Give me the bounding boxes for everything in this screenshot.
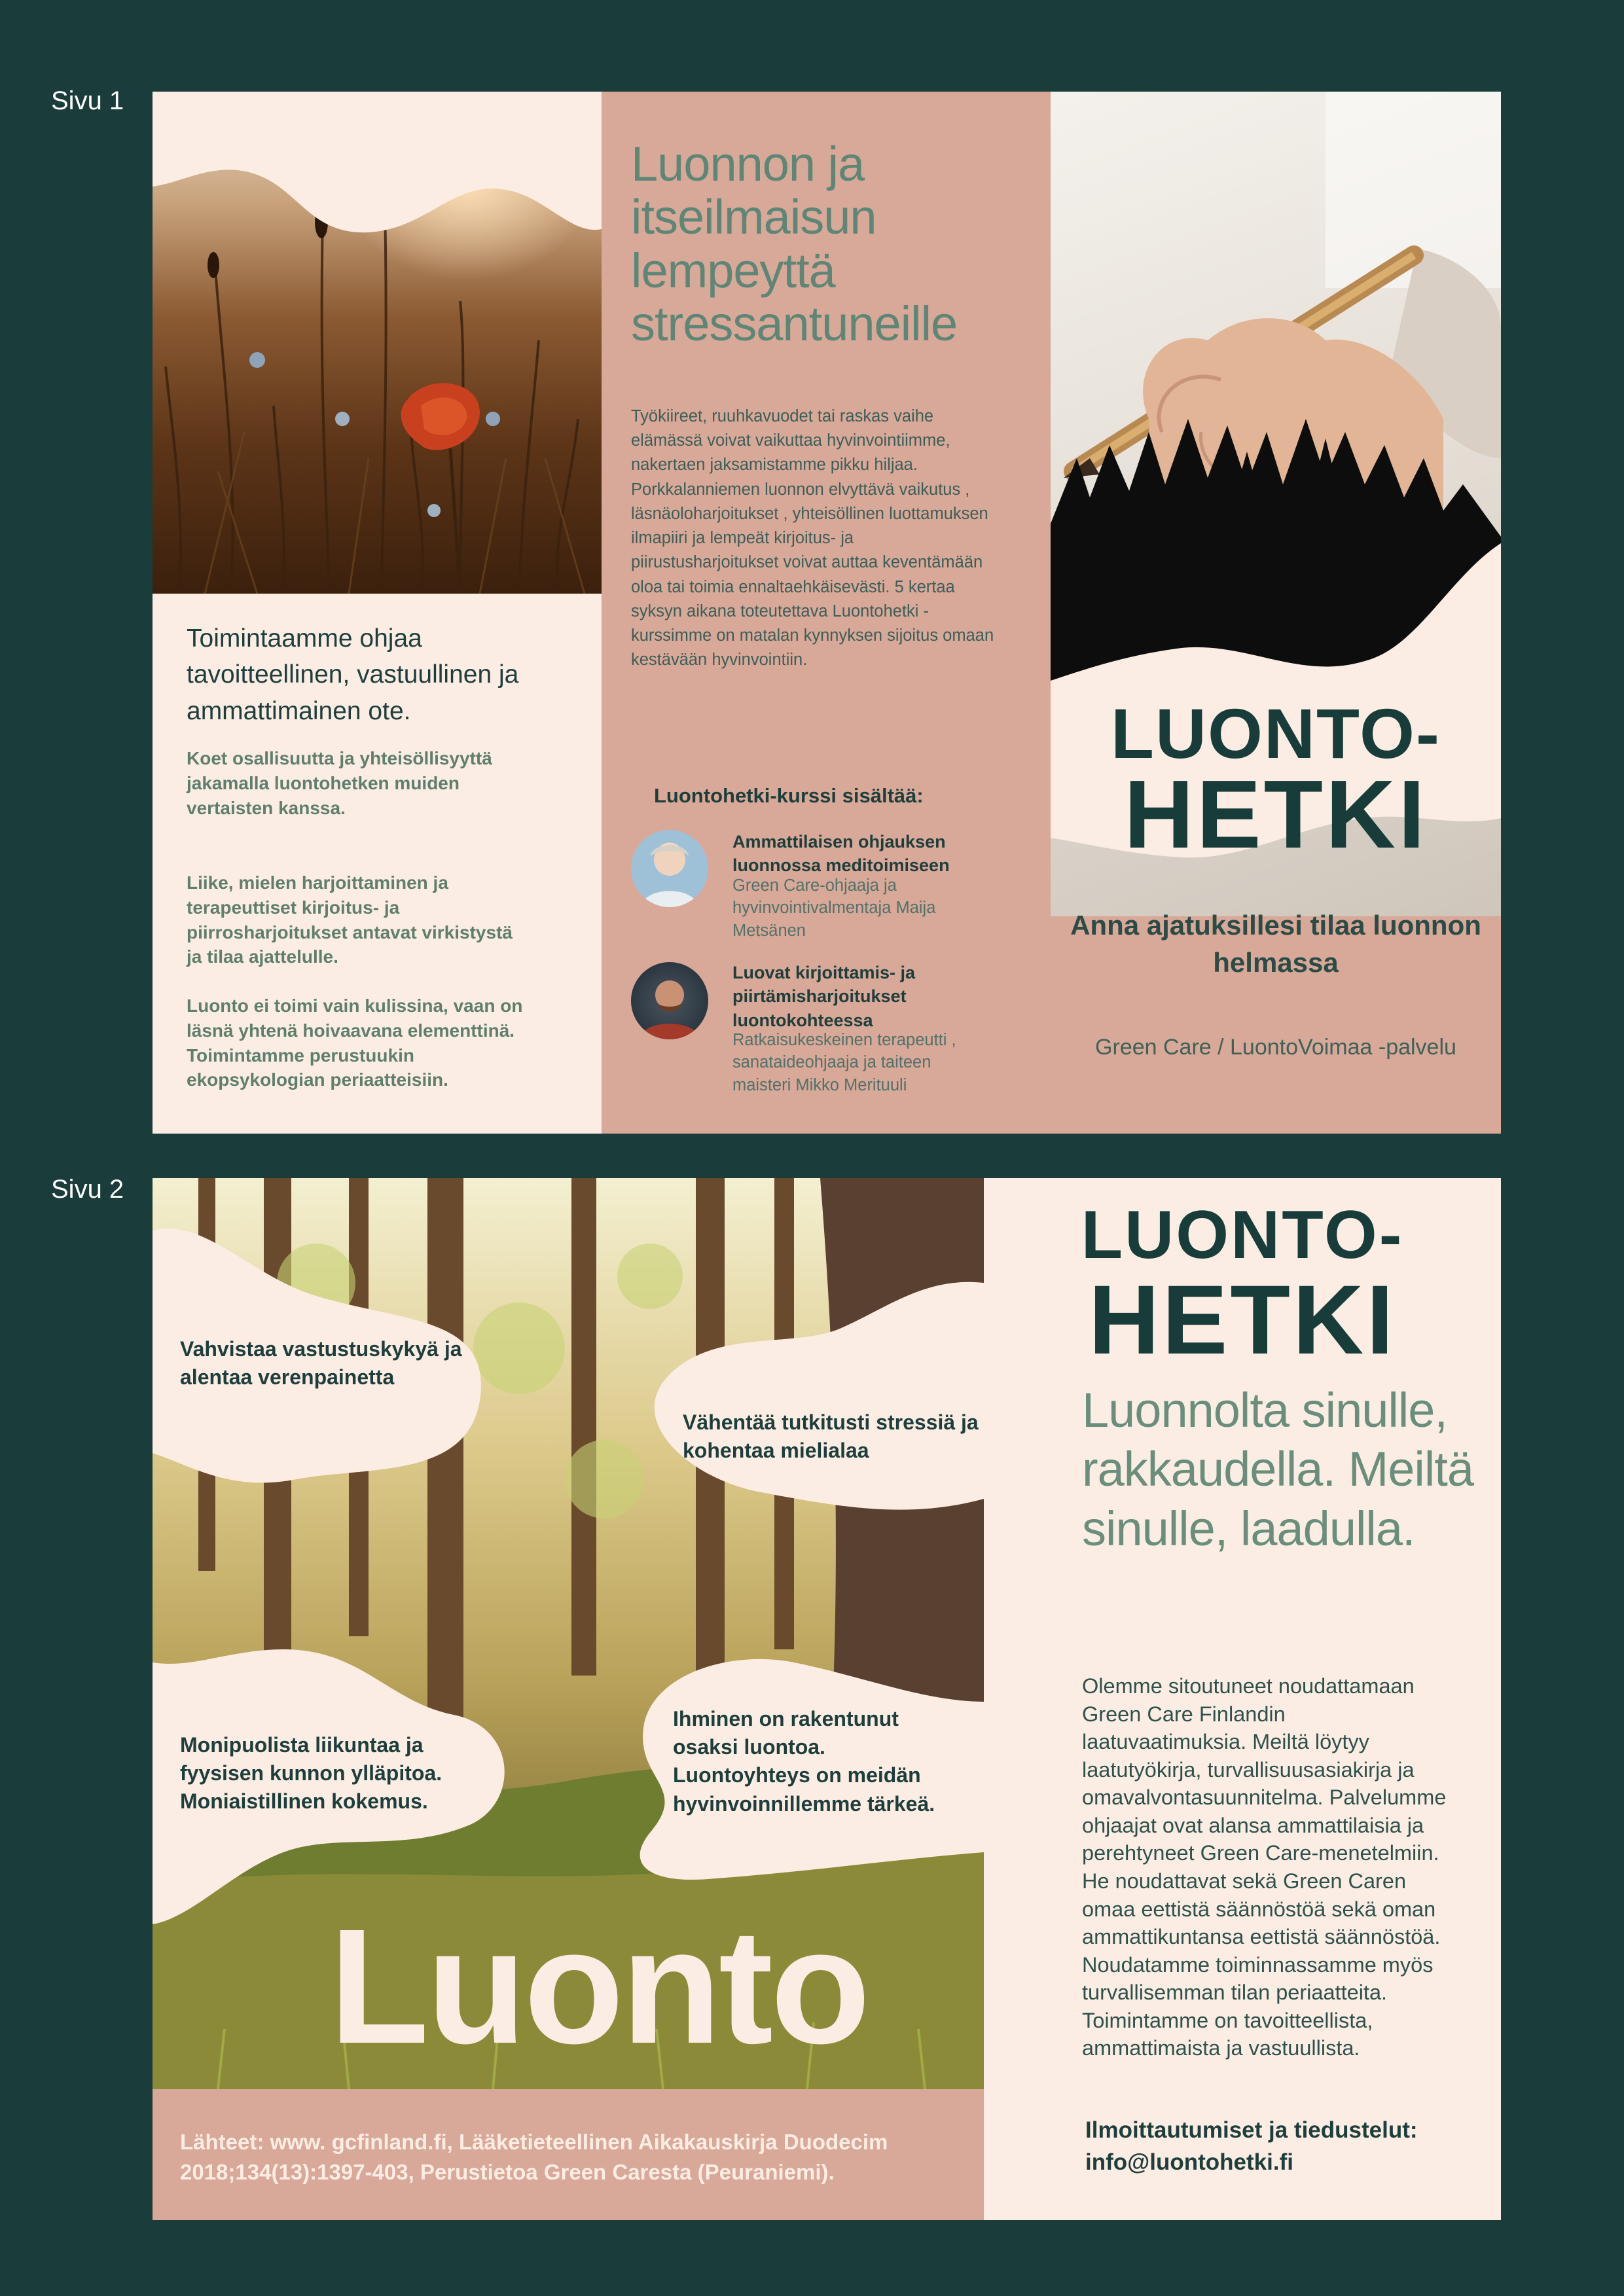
tagline: Anna ajatuksillesi tilaa luonnon helmassa <box>1070 910 1481 978</box>
page-1-label: Sivu 1 <box>51 86 124 115</box>
big-word-luonto: Luonto <box>329 1895 868 2077</box>
benefit-connection: Ihminen on rakentunut osaksi luontoa. Luontoyhteys on meidän hyvinvoinnillemme tärkeä. <box>673 1707 935 1816</box>
intro-body: Työkiireet, ruuhkavuodet tai raskas vaihe elämässä voivat vaikuttaa hyvinvointiimme, nakertaen jaksamistamme pikku hiljaa. Porkkalanniemen luonnon elvyttävä vaikutus , läsnäoloharjoitukset , yhteisöllinen luottamuksen ilmapiiri ja lempeät kirjoitus- ja piirustusharjoitukset voivat auttaa keventämään oloa tai toimia ennaltaehkäisevästi. 5 kertaa syksyn aikana toteutettava Luontohetki -kurssimme on matalan kynnyksen sijoitus omaan kestävään hyvinvointiin. <box>631 407 994 670</box>
quality-body: Olemme sitoutuneet noudattamaan Green Care Finlandin laatuvaatimuksia. Meiltä löytyy laatutyökirja, turvallisuusasiakirja ja omavalvontasuunnitelma. Palvelumme ohjaajat ovat alansa ammattilaisia ja perehtyneet Green Care-menetelmiin. He noudattavat sekä Green Caren omaa eettistä säännöstöä sekä oman ammattikuntansa eettistä säännöstöä. Noudatamme toiminnassamme myös turvallisemman tilan periaatteita. Toimintamme on tavoitteellista, ammattimaista ja vastuullista. <box>1082 1674 1447 2060</box>
contact <box>1085 2114 1418 2178</box>
avatar <box>631 830 708 907</box>
brochure-page-1 <box>153 92 1501 1134</box>
sources: Lähteet: www. gcfinland.fi, Lääketieteellinen Aikakauskirja Duodecim 2018;134(13):1397-403, Perustietoa Green Caresta (Peuraniemi). <box>180 2130 888 2185</box>
panel-title: Luonnon ja itseilmaisun lempeyttä stressantuneille <box>631 137 958 351</box>
right-panel <box>1051 92 1501 1134</box>
quote: Luonnolta sinulle, rakkaudella. Meiltä sinulle, laadulla. <box>1082 1383 1473 1556</box>
page-2-label: Sivu 2 <box>51 1175 124 1204</box>
left-panel <box>153 92 602 1134</box>
paragraph-participation: Koet osallisuutta ja yhteisöllisyyttä jakamalla luontohetken muiden vertaisten kanssa. <box>187 748 492 818</box>
instructor-2-title: Luovat kirjoittamis- ja piirtämisharjoitukset luontokohteessa <box>732 963 916 1030</box>
course-heading: Luontohetki-kurssi sisältää: <box>654 784 924 807</box>
contact-email[interactable]: info@luontohetki.fi <box>1085 2149 1293 2175</box>
brochure-page-2 <box>153 1178 1501 2220</box>
logo-line-2: HETKI <box>1124 761 1428 869</box>
paragraph-nature: Luonto ei toimi vain kulissina, vaan on läsnä yhtenä hoivaavana elementtinä. Toimintamme perustuukin ekopsykologian periaatteisiin. <box>187 996 523 1090</box>
benefit-stress: Vähentää tutkitusti stressiä ja kohentaa mielialaa <box>683 1410 979 1463</box>
lead-text: Toimintaamme ohjaa tavoitteellinen, vastuullinen ja ammattimainen ote. <box>187 624 519 725</box>
avatar <box>631 962 708 1039</box>
instructor-1-title: Ammattilaisen ohjauksen luonnossa meditoimiseen <box>732 832 950 876</box>
forest-panel <box>153 1178 984 2220</box>
logo-line-1: LUONTO- <box>1081 1197 1404 1273</box>
benefit-exercise: Monipuolista liikuntaa ja fyysisen kunnon ylläpitoa. Moniaistillinen kokemus. <box>180 1733 442 1814</box>
contact-label: Ilmoittautumiset ja tiedustelut: <box>1085 2117 1418 2143</box>
info-panel <box>984 1178 1501 2220</box>
instructor-2-desc: Ratkaisukeskeinen terapeutti , sanataideohjaaja ja taiteen maisteri Mikko Merituuli <box>732 1031 956 1094</box>
logo-line-2: HETKI <box>1089 1265 1396 1374</box>
logo-line-1: LUONTO- <box>1111 694 1441 773</box>
benefit-immunity: Vahvistaa vastustuskykyä ja alentaa verenpainetta <box>180 1337 462 1390</box>
service-name: Green Care / LuontoVoimaa -palvelu <box>1095 1035 1456 1060</box>
instructor-1-desc: Green Care-ohjaaja ja hyvinvointivalmentaja Maija Metsänen <box>732 876 936 940</box>
middle-panel <box>602 92 1051 1134</box>
paragraph-exercise: Liike, mielen harjoittaminen ja terapeuttiset kirjoitus- ja piirrosharjoitukset antavat virkistystä ja tilaa ajattelulle. <box>187 872 513 967</box>
